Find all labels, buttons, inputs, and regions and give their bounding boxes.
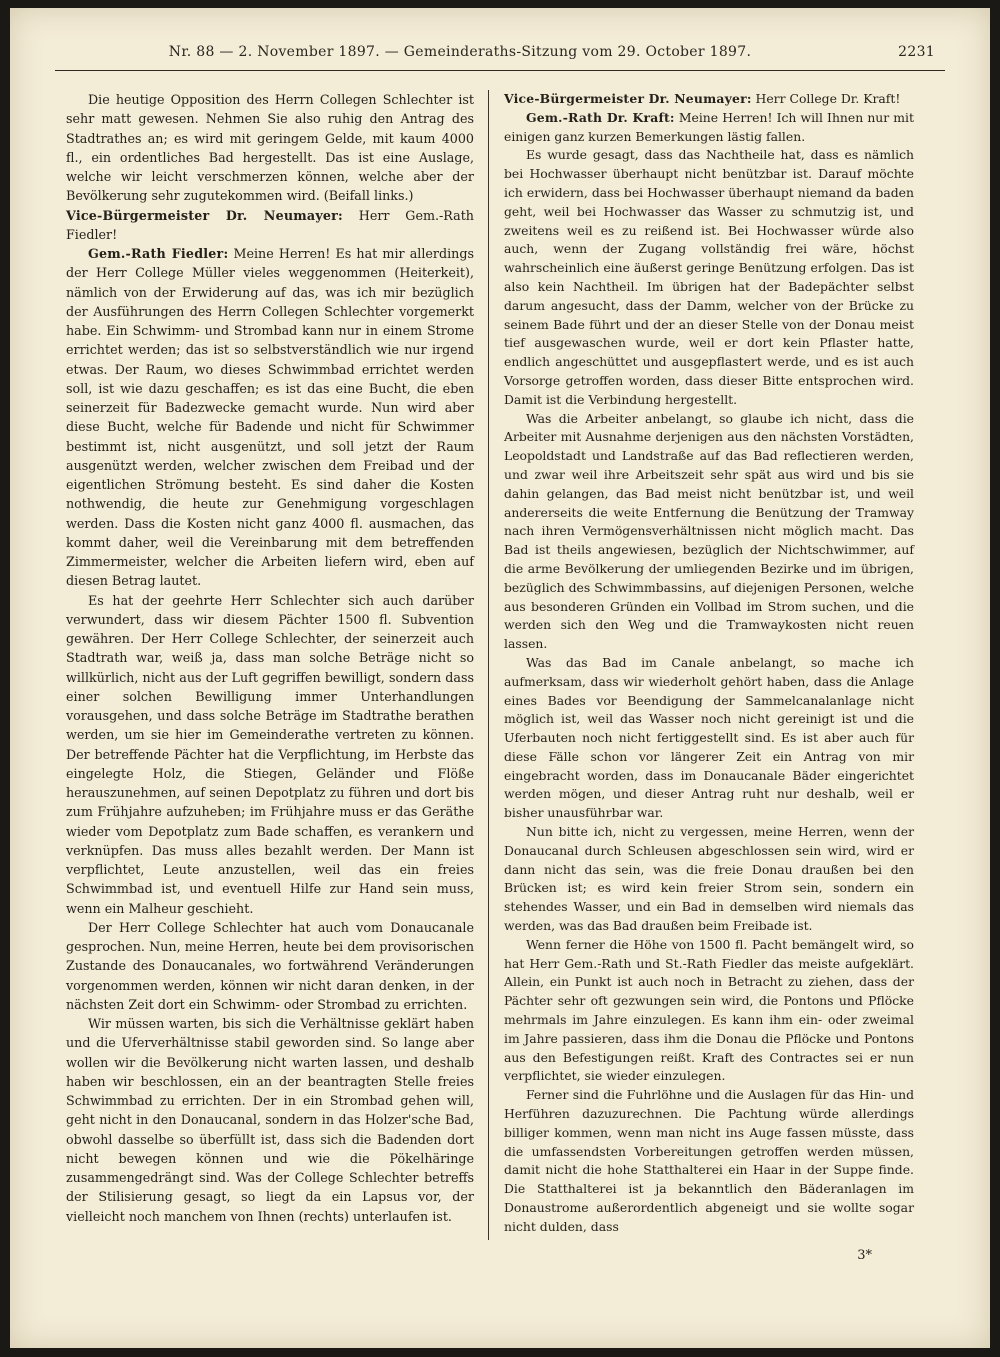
page-header — [55, 44, 945, 68]
paragraph: Wir müssen warten, bis sich die Verhältnisse geklärt haben und die Uferverhältnisse stabil geworden sind. So lange aber wollen wir die Bevölkerung nicht warten lassen, und deshalb haben wir beschlossen, ein an der beantragten Stelle freies Schwimmbad zu errichten. Der in ein Strombad gehen will, geht nicht in den Donaucanal, sondern in das Holzer'sche Bad, obwohl dasselbe so überfüllt ist, dass sich die Badenden dort nicht bewegen können und wie die Pökelhäringe zusammengedrängt sind. Was der College Schlechter betreffs der Stilisierung gesagt, so liegt da ein Lapsus vor, der vielleicht noch manchem von Ihnen (rechts) unterlaufen ist. — [66, 1016, 474, 1224]
newspaper-page — [10, 8, 990, 1348]
paragraph: Was die Arbeiter anbelangt, so glaube ich nicht, dass die Arbeiter mit Ausnahme derjenigen aus den nächsten Vorstädten, Leopoldstadt und Landstraße auf das Bad reflectieren werden, und zwar weil ihre Arbeitszeit sehr spät aus wird und bis sie dahin gelangen, das Bad meist nicht benützbar ist, und weil andererseits die weite Entfernung die Benützung der Tramway nach ihren Vermögensverhältnissen nicht möglich macht. Das Bad ist theils angewiesen, bezüglich der Nichtschwimmer, auf die arme Bevölkerung der umliegenden Bezirke und im übrigen, bezüglich des Schwimmbassins, auf diejenigen Personen, welche aus besonderen Gründen ein Vollbad im Strom suchen, und die werden sich den Weg und die Tramwaykosten nicht reuen lassen. — [504, 410, 914, 652]
speaker-paragraph — [504, 90, 914, 109]
page-number: 2231 — [898, 44, 935, 60]
signature-mark: 3* — [857, 1248, 872, 1263]
speaker-name: Gem.-Rath Dr. Kraft: — [526, 109, 675, 125]
speaker-paragraph — [66, 244, 474, 591]
running-title: Nr. 88 — 2. November 1897. — Gemeinderaths-Sitzung vom 29. October 1897. — [168, 44, 752, 60]
speaker-name: Vice-Bürgermeister Dr. Neumayer: — [504, 91, 752, 106]
speaker-paragraph — [504, 109, 914, 147]
paragraph: Die heutige Opposition des Herrn Collegen Schlechter ist sehr matt gewesen. Nehmen Sie also ruhig den Antrag des Stadtrathes an; es wird mit geringem Gelde, mit kaum 4000 fl., ein ordentliches Bad hergestellt. Das ist eine Auslage, welche wir leicht verschmerzen können, welche aber der Bevölkerung sehr zugutekommen wird. (Beifall links.) — [66, 92, 474, 204]
paragraph: Es hat der geehrte Herr Schlechter sich auch darüber verwundert, dass wir diesem Pächter 1500 fl. Subvention gewähren. Der Herr College Schlechter, der seinerzeit auch Stadtrath war, weiß ja, dass man solche Beträge nicht so willkürlich, nicht aus der Luft gegriffen bewilligt, sondern dass einer solchen Bewilligung immer Unterhandlungen vorausgehen, und dass solche Beträge im Stadtrathe berathen werden, um sie hier im Gemeinderathe vertreten zu können. Der betreffende Pächter hat die Verpflichtung, im Herbste das eingelegte Holz, die Stiegen, Geländer und Flöße herauszunehmen, auf seinen Depotplatz zu führen und dort bis zum Frühjahre aufzuheben; im Frühjahre muss er das Geräthe wieder vom Depotplatz zum Bade schaffen, es verankern und verknüpfen. Das muss alles bezahlt werden. Der Mann ist verpflichtet, Leute anzustellen, weil das ein freies Schwimmbad ist, und eventuell Hilfe zur Hand sein muss, wenn ein Malheur geschieht. — [66, 592, 474, 916]
paragraph: Der Herr College Schlechter hat auch vom Donaucanale gesprochen. Nun, meine Herren, heute bei dem provisorischen Zustande des Donaucanales, wo fortwährend Veränderungen vorgenommen werden, können wir nicht daran denken, in der nächsten Zeit dort ein Schwimm- oder Strombad zu errichten. — [66, 919, 474, 1012]
header-rule — [55, 70, 945, 71]
paragraph-text: Meine Herren! Es hat mir allerdings der Herr College Müller vieles weggenommen (Heiterkeit), nämlich von der Erwiderung auf das, was ich mir bezüglich der Ausführungen des Herrn Collegen Schlechter vorgemerkt habe. Ein Schwimm- und Strombad kann nur in einem Strome errichtet werden; das ist so selbstverständlich wie nur irgend etwas. Der Raum, wo dieses Schwimmbad errichtet werden soll, ist wie dazu geschaffen; es ist das eine Bucht, die eben seinerzeit für Badezwecke gemacht wurde. Nun wird aber diese Bucht, welche für Badende und nicht für Schwimmer bestimmt ist, nicht ausgenützt, und soll jetzt der Raum ausgenützt werden, welcher zwischen dem Freibad und der eigentlichen Strömung besteht. Es sind daher die Kosten nothwendig, die heute zur Genehmigung vorgeschlagen werden. Dass die Kosten nicht ganz 4000 fl. ausmachen, das kommt daher, weil die Vereinbarung mit dem betreffenden Zimmermeister, welcher die Arbeiten liefern wird, eben auf diesen Betrag lautet. — [66, 246, 474, 589]
column-rule — [488, 90, 489, 1240]
paragraph-text: Herr College Dr. Kraft! — [755, 91, 901, 106]
right-column — [504, 90, 914, 1237]
left-column — [66, 90, 474, 1226]
paragraph: Was das Bad im Canale anbelangt, so mache ich aufmerksam, dass wir wiederholt gehört haben, dass die Anlage eines Bades vor Beendigung der Sammelcanalanlage nicht möglich ist, weil das Wasser noch nicht gereinigt ist und die Uferbauten noch nicht fertiggestellt sind. Es ist aber auch für diese Fälle schon vor längerer Zeit ein Antrag von mir eingebracht worden, dass im Donaucanale Bäder eingerichtet werden mögen, und dieser Antrag ruht nur deshalb, weil er bisher unausführbar war. — [504, 654, 914, 821]
paragraph: Wenn ferner die Höhe von 1500 fl. Pacht bemängelt wird, so hat Herr Gem.-Rath und St.-Rath Fiedler das meiste aufgeklärt. Allein, ein Punkt ist auch noch in Betracht zu ziehen, dass der Pächter sehr oft gezwungen sein wird, die Pontons und Pflöcke mehrmals im Jahre einzulegen. Es kann ihm ein- oder zweimal im Jahre passieren, dass ihm die Donau die Pflöcke und Pontons aus den Befestigungen reißt. Kraft des Contractes sei er nun verpflichtet, sie wieder einzulegen. — [504, 936, 914, 1084]
paragraph-text: Herr Gem.-Rath Fiedler! — [66, 207, 474, 242]
paragraph: Nun bitte ich, nicht zu vergessen, meine Herren, wenn der Donaucanal durch Schleusen abgeschlossen sein wird, wird er dann nicht das sein, was die freie Donau draußen bei den Brücken ist; es wird kein freier Strom sein, sondern ein stehendes Wasser, und ein Bad in demselben wird niemals das werden, was das Bad draußen beim Freibade ist. — [504, 824, 914, 934]
speaker-name: Gem.-Rath Fiedler: — [88, 246, 229, 261]
paragraph-text: Meine Herren! Ich will Ihnen nur mit einigen ganz kurzen Bemerkungen lästig fallen. — [504, 109, 914, 144]
speaker-name: Vice-Bürgermeister Dr. Neumayer: — [66, 207, 343, 223]
speaker-paragraph — [66, 206, 474, 245]
paragraph: Es wurde gesagt, dass das Nachtheile hat, dass es nämlich bei Hochwasser überhaupt nicht benützbar ist. Darauf möchte ich erwidern, dass bei Hochwasser überhaupt niemand da baden geht, weil bei Hochwasser das Wasser zu schmutzig ist, und zweitens weil es zu reißend ist. Bei Hochwasser würde also auch, wenn der Zugang vollständig frei wäre, höchst wahrscheinlich eine äußerst geringe Benützung erfolgen. Das ist also kein Nachtheil. Im übrigen hat der Badepächter selbst darum angesucht, dass der Damm, welcher von der Brücke zu seinem Bade führt und der an dieser Stelle von der Donau meist tief ausgewaschen wurde, weil er dort kein Pflaster hatte, endlich angeschüttet und ausgepflastert werde, und es ist auch Vorsorge getroffen worden, dass dieser Bitte entsprochen wird. Damit ist die Verbindung hergestellt. — [504, 147, 914, 407]
paragraph: Ferner sind die Fuhrlöhne und die Auslagen für das Hin- und Herführen dazuzurechnen. Die Pachtung würde allerdings billiger kommen, wenn man nicht ins Auge fassen müsste, dass die umfassendsten Vorbereitungen getroffen werden müssen, damit nicht die hohe Statthalterei ein Haar in der Suppe finde. Die Statthalterei ist ja bekanntlich den Bäderanlagen im Donaustrome außerordentlich abgeneigt und sie wollte sogar nicht dulden, dass — [504, 1087, 914, 1234]
